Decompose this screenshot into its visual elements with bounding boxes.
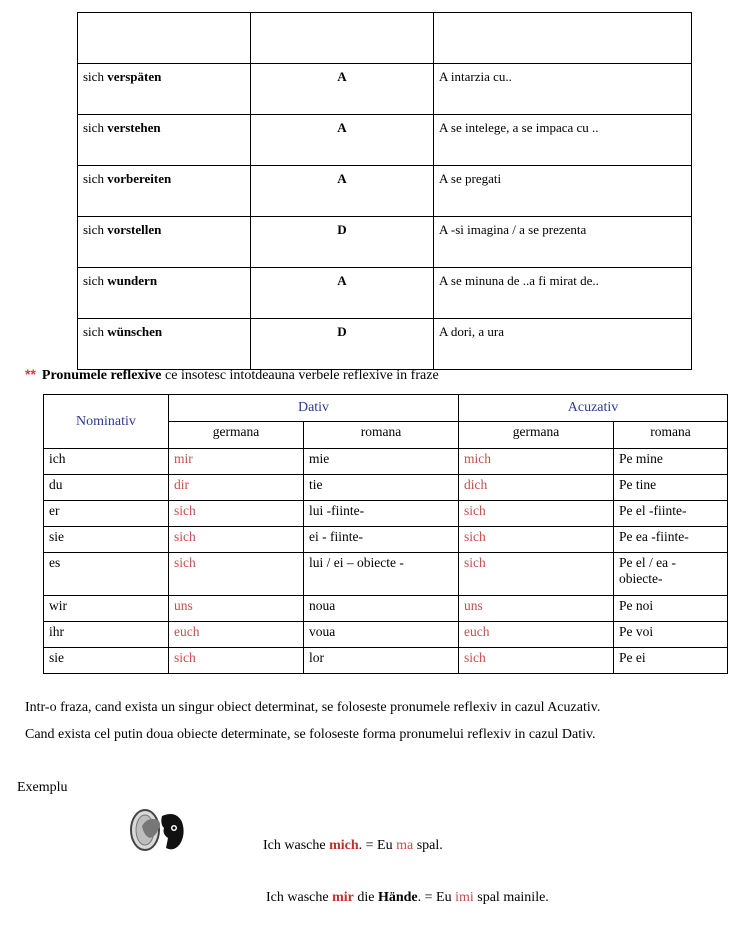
table-row xyxy=(78,64,692,115)
meaning-cell: A -si imagina / a se prezenta xyxy=(434,217,692,268)
verb-cell: sich verspäten xyxy=(78,64,251,115)
meaning-cell: A se intelege, a se impaca cu .. xyxy=(434,115,692,166)
mirror-face-icon xyxy=(128,806,188,856)
header-acuzativ: Acuzativ xyxy=(459,395,728,422)
header-dativ: Dativ xyxy=(169,395,459,422)
case-cell: D xyxy=(251,319,434,370)
table-row xyxy=(78,268,692,319)
case-cell: D xyxy=(251,217,434,268)
table-row xyxy=(78,166,692,217)
meaning-cell: A intarzia cu.. xyxy=(434,64,692,115)
case-cell: A xyxy=(251,268,434,319)
header-romana: romana xyxy=(304,422,459,449)
table-row: er sich lui -fiinte- sich Pe el -fiinte- xyxy=(44,501,728,527)
table-row xyxy=(78,217,692,268)
paragraph-acuzativ-rule: Intr-o fraza, cand exista un singur obiect determinat, se foloseste pronumele reflexiv in cazul Acuzativ. xyxy=(25,700,601,715)
verbs-table xyxy=(77,12,692,370)
paragraph-dativ-rule: Cand exista cel putin doua obiecte determinate, se foloseste forma pronumelui reflexiv in cazul Dativ. xyxy=(25,727,596,742)
table-row: sie sich lor sich Pe ei xyxy=(44,648,728,674)
example-label: Exemplu xyxy=(17,780,68,795)
table-row: ihr euch voua euch Pe voi xyxy=(44,622,728,648)
verb-cell: sich wünschen xyxy=(78,319,251,370)
table-row xyxy=(78,13,692,64)
verb-cell: sich vorstellen xyxy=(78,217,251,268)
table-row: ich mir mie mich Pe mine xyxy=(44,449,728,475)
case-cell: A xyxy=(251,166,434,217)
case-cell: A xyxy=(251,64,434,115)
header-romana: romana xyxy=(614,422,728,449)
example-sentence-2: Ich wasche mir die Hände. = Eu imi spal mainile. xyxy=(266,890,549,905)
verb-cell: sich wundern xyxy=(78,268,251,319)
asterisk-marker: ** xyxy=(25,366,36,382)
header-germana: germana xyxy=(459,422,614,449)
verb-cell: sich vorbereiten xyxy=(78,166,251,217)
table-row: wir uns noua uns Pe noi xyxy=(44,596,728,622)
meaning-cell: A se minuna de ..a fi mirat de.. xyxy=(434,268,692,319)
meaning-cell: A se pregati xyxy=(434,166,692,217)
meaning-cell: A dori, a ura xyxy=(434,319,692,370)
table-row xyxy=(78,115,692,166)
section-heading: ** Pronumele reflexive ce insotesc intotdeauna verbele reflexive in fraze xyxy=(25,366,439,383)
table-row: es sich lui / ei – obiecte - sich Pe el / ea - obiecte- xyxy=(44,553,728,596)
header-germana: germana xyxy=(169,422,304,449)
case-cell: A xyxy=(251,115,434,166)
verb-cell: sich verstehen xyxy=(78,115,251,166)
table-row: sie sich ei - fiinte- sich Pe ea -fiinte- xyxy=(44,527,728,553)
table-row: du dir tie dich Pe tine xyxy=(44,475,728,501)
header-nominativ: Nominativ xyxy=(44,395,169,449)
example-sentence-1: Ich wasche mich. = Eu ma spal. xyxy=(263,838,443,853)
pronoun-table xyxy=(43,394,728,674)
table-row xyxy=(78,319,692,370)
